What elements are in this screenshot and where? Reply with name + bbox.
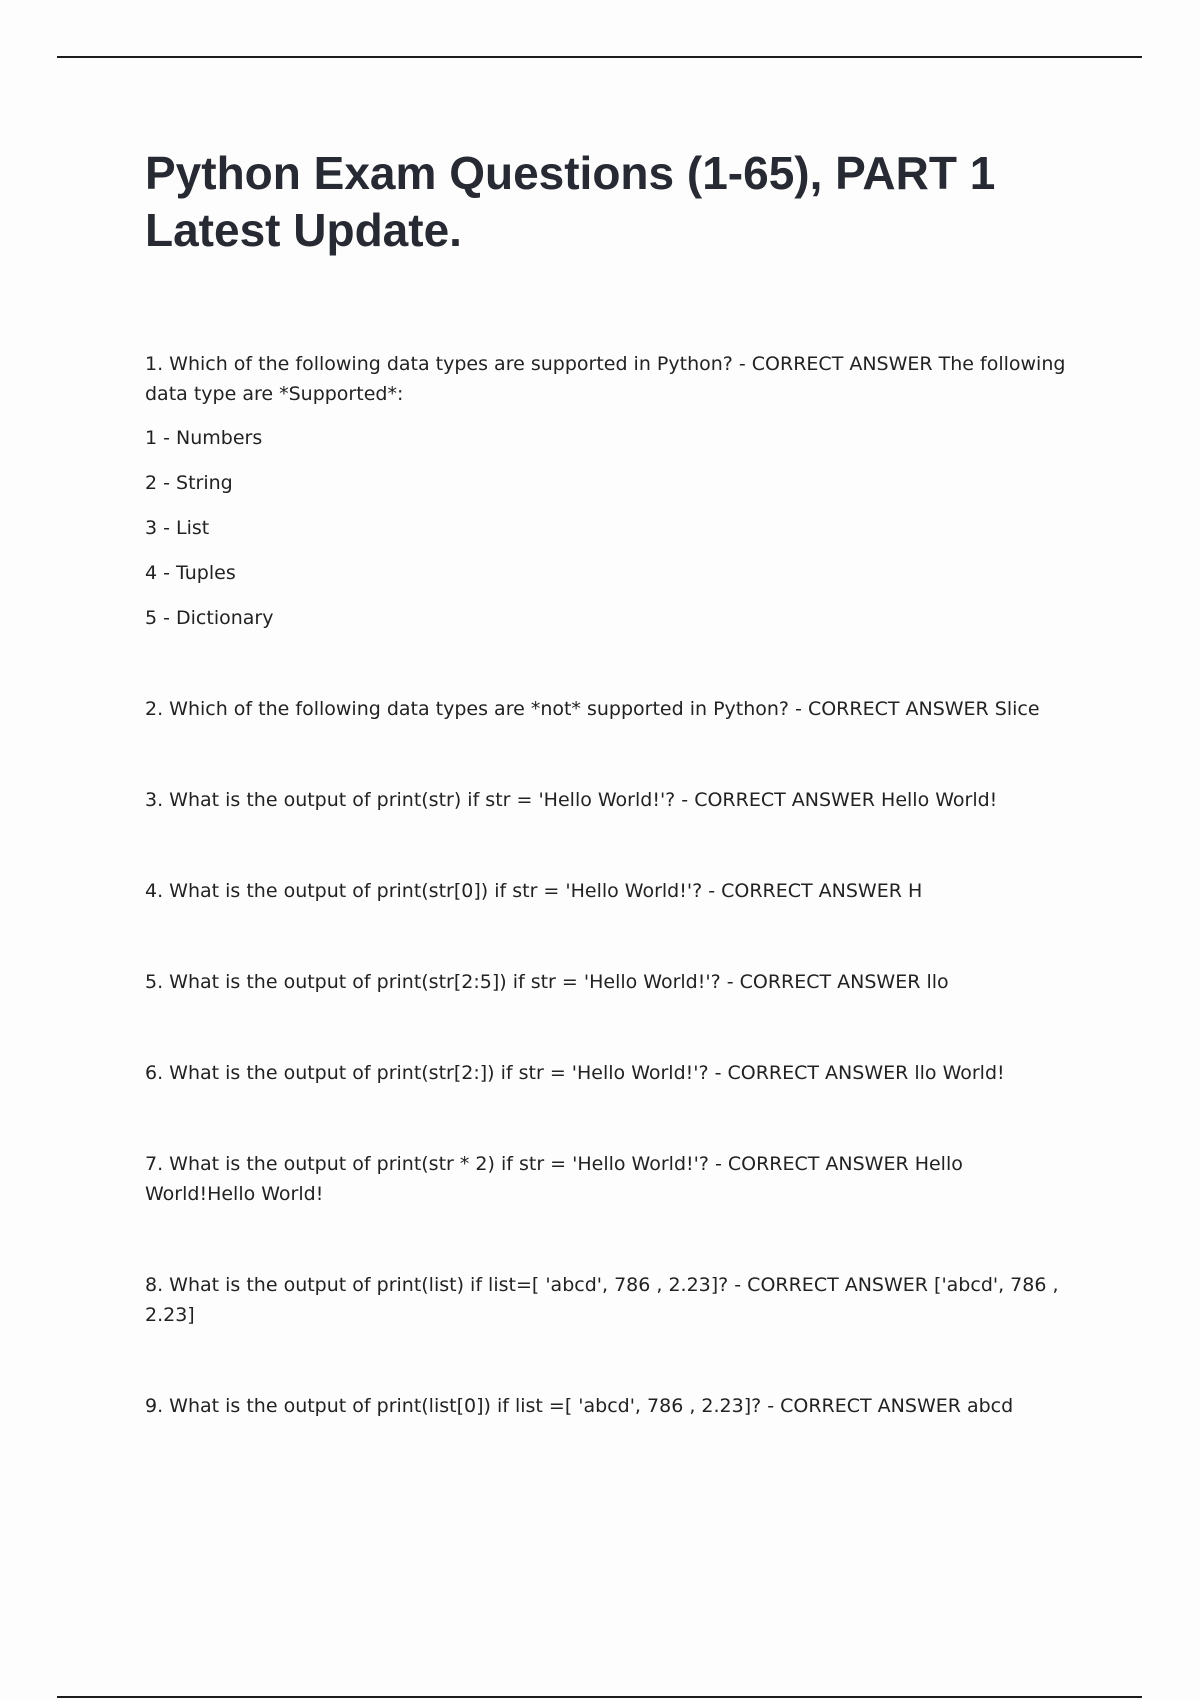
question-item-4 [145, 876, 1075, 906]
answer-list-item: 5 - Dictionary [145, 607, 274, 629]
question-list [145, 349, 1075, 1421]
question-item-3 [145, 785, 1075, 815]
document-body [145, 145, 1075, 1482]
question-text: 6. What is the output of print(str[2:]) if str = 'Hello World!'? - CORRECT ANSWER llo World! [145, 1062, 1005, 1084]
question-text: 2. Which of the following data types are *not* supported in Python? - CORRECT ANSWER Slice [145, 698, 1040, 720]
question-text: 4. What is the output of print(str[0]) if str = 'Hello World!'? - CORRECT ANSWER H [145, 880, 923, 902]
title-line-1: Python Exam Questions (1-65), PART 1 [145, 147, 996, 199]
document-title [145, 145, 1075, 259]
question-text: 5. What is the output of print(str[2:5]) if str = 'Hello World!'? - CORRECT ANSWER llo [145, 971, 949, 993]
question-item-9 [145, 1391, 1075, 1421]
question-text: 3. What is the output of print(str) if str = 'Hello World!'? - CORRECT ANSWER Hello World! [145, 789, 998, 811]
question-item-8 [145, 1270, 1075, 1330]
question-item-6 [145, 1058, 1075, 1088]
question-item-7 [145, 1149, 1075, 1209]
question-item-1 [145, 349, 1075, 633]
question-text: 7. What is the output of print(str * 2) if str = 'Hello World!'? - CORRECT ANSWER Hello World!Hello World! [145, 1153, 963, 1205]
question-text: 9. What is the output of print(list[0]) if list =[ 'abcd', 786 , 2.23]? - CORRECT ANSWER abcd [145, 1395, 1014, 1417]
question-item-5 [145, 967, 1075, 997]
footer-rule [57, 1696, 1142, 1698]
question-text: 8. What is the output of print(list) if list=[ 'abcd', 786 , 2.23]? - CORRECT ANSWER ['abcd', 786 , 2.23] [145, 1274, 1059, 1326]
header-rule [57, 56, 1142, 58]
answer-list-item: 3 - List [145, 517, 210, 539]
answer-list-item: 1 - Numbers [145, 427, 263, 449]
answer-list [145, 423, 1075, 633]
answer-list-item: 2 - String [145, 472, 233, 494]
question-text: 1. Which of the following data types are supported in Python? - CORRECT ANSWER The following data type are *Supported*: [145, 353, 1066, 405]
title-line-2: Latest Update. [145, 204, 462, 256]
question-item-2 [145, 694, 1075, 724]
answer-list-item: 4 - Tuples [145, 562, 236, 584]
